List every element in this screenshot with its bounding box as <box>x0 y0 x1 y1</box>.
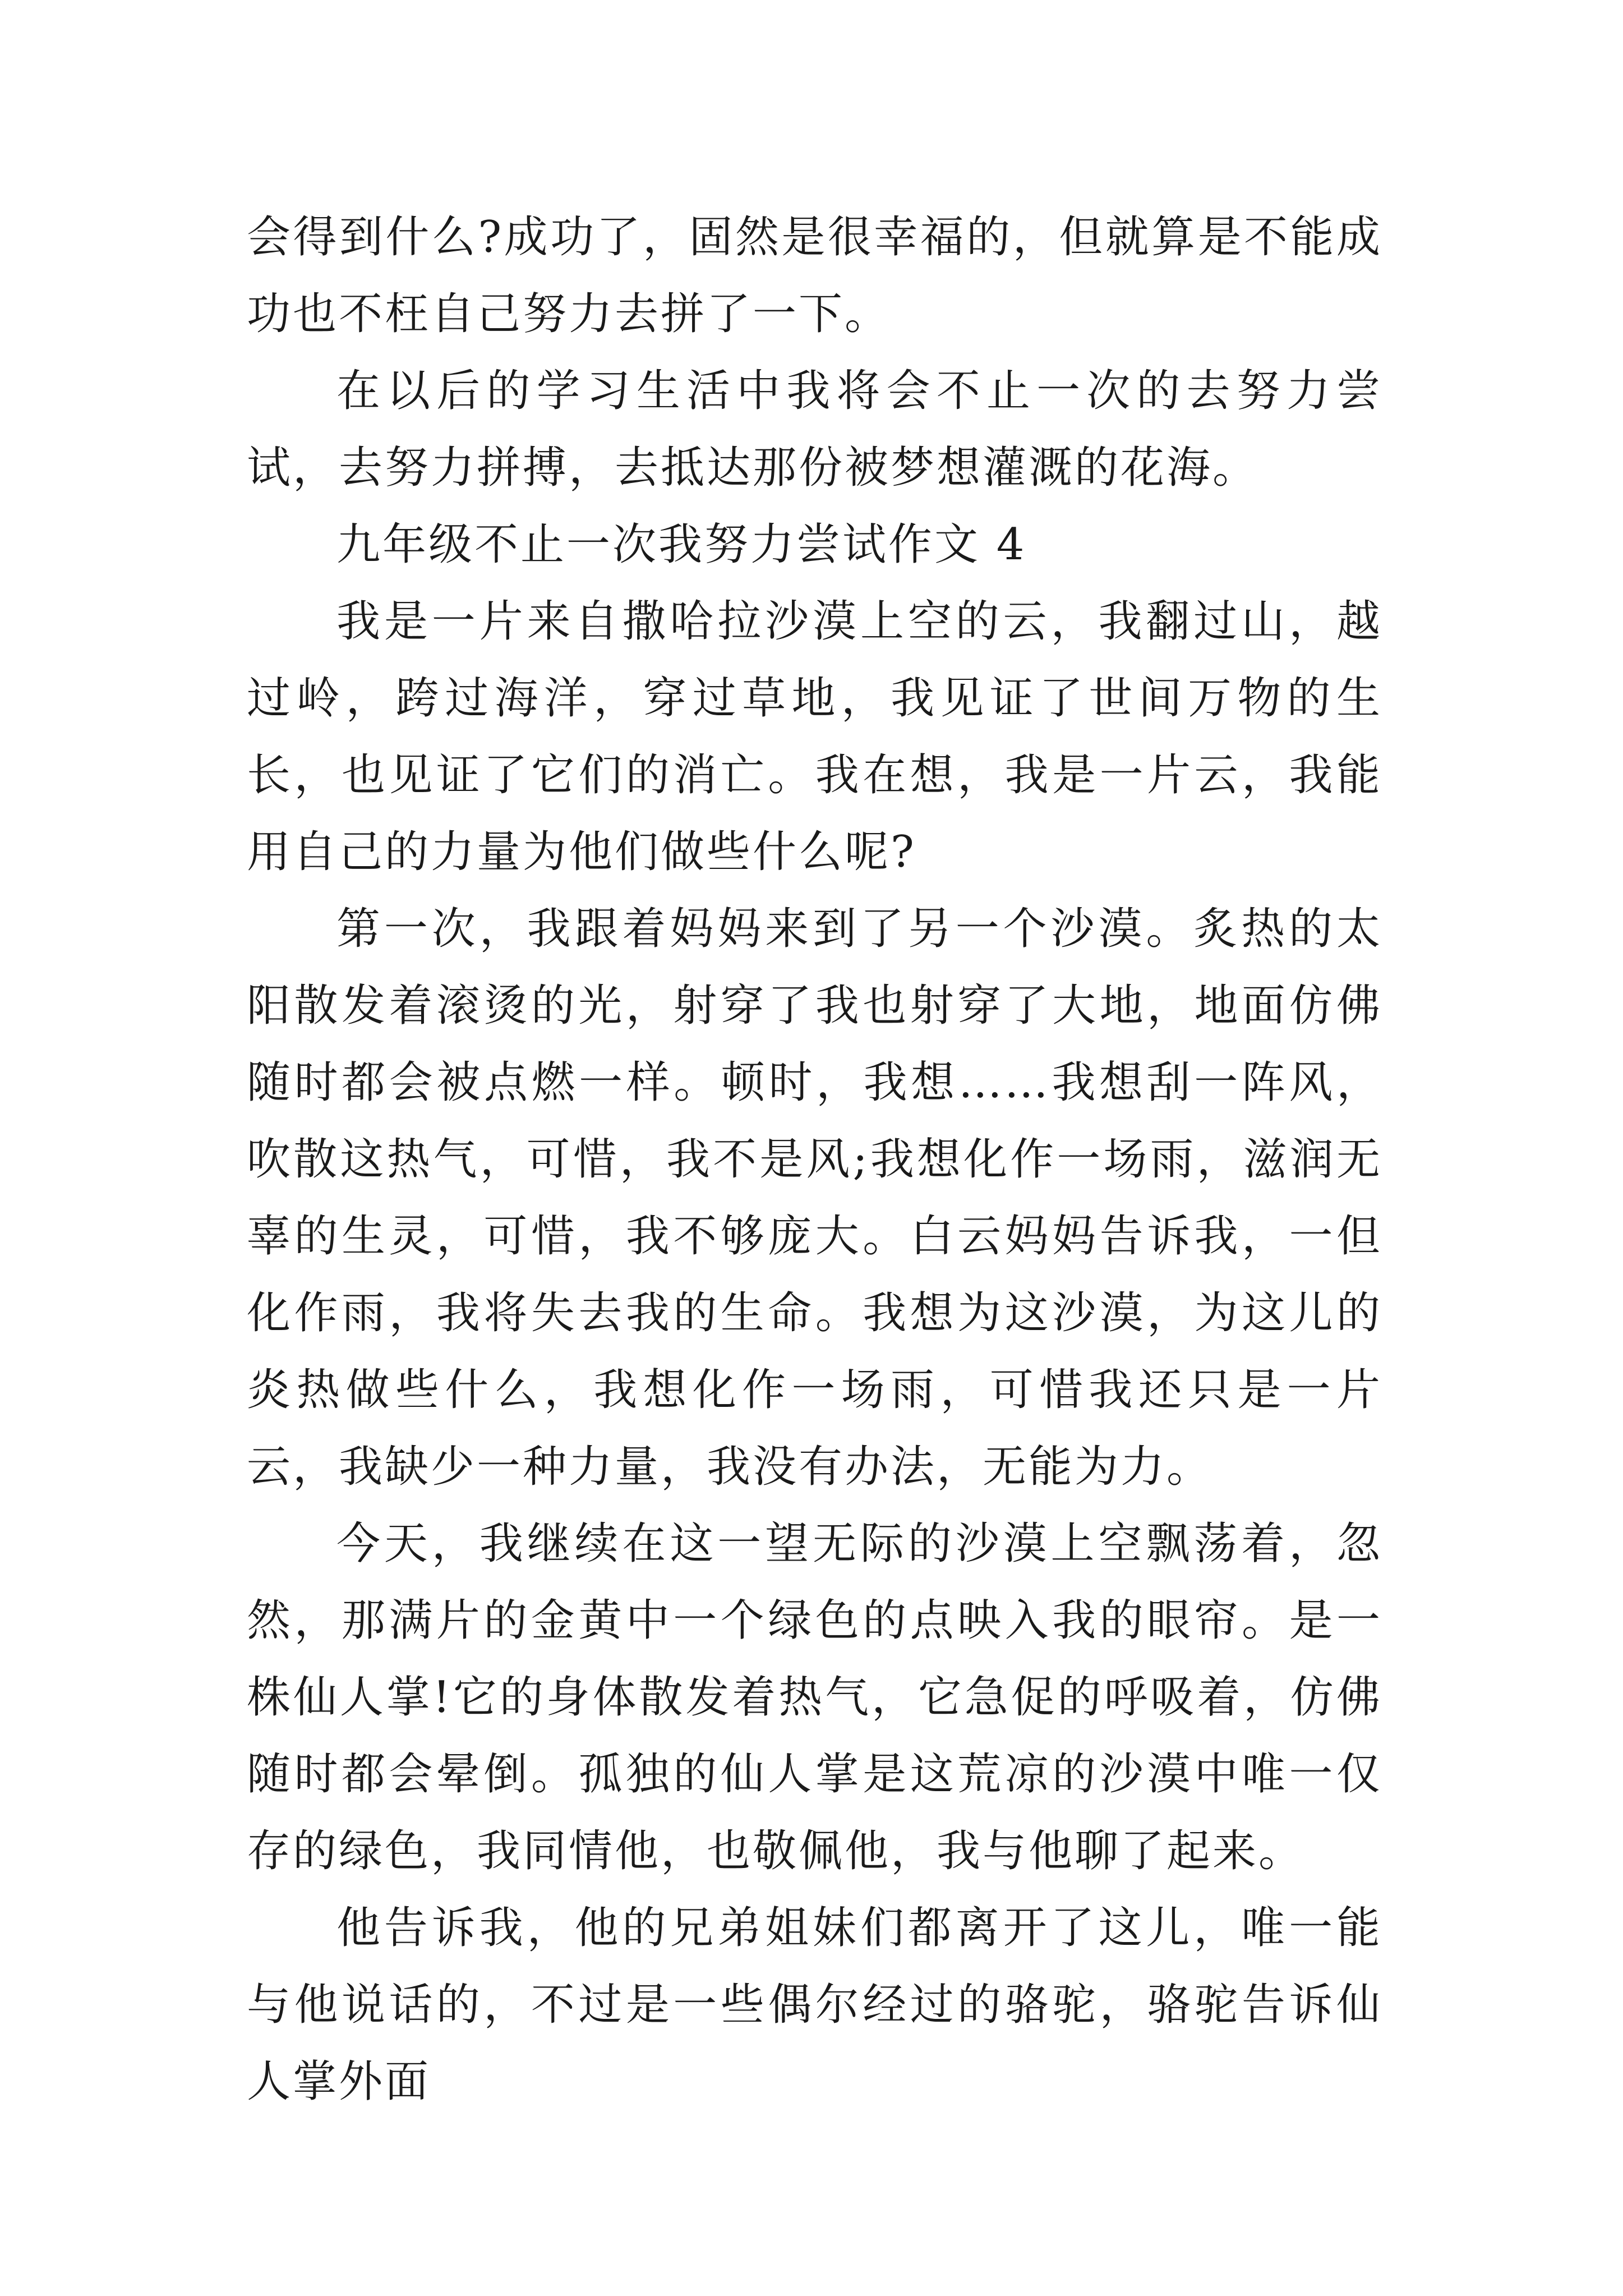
document-body <box>247 199 1382 2120</box>
paragraph-cloud-intro: 我是一片来自撒哈拉沙漠上空的云，我翻过山，越过岭，跨过海洋，穿过草地，我见证了世间万物的生长，也见证了它们的消亡。我在想，我是一片云，我能用自己的力量为他们做些什么呢? <box>247 596 1382 877</box>
paragraph-resolution: 在以后的学习生活中我将会不止一次的去努力尝试，去努力拼搏，去抵达那份被梦想灌溉的花海。 <box>247 366 1382 493</box>
paragraph-continuation: 会得到什么?成功了，固然是很幸福的，但就算是不能成功也不枉自己努力去拼了一下。 <box>247 212 1382 339</box>
paragraph-first-time: 第一次，我跟着妈妈来到了另一个沙漠。炙热的太阳散发着滚烫的光，射穿了我也射穿了大地，地面仿佛随时都会被点燃一样。顿时，我想……我想刮一阵风，吹散这热气，可惜，我不是风;我想化作一场雨，滋润无辜的生灵，可惜，我不够庞大。白云妈妈告诉我，一但化作雨，我将失去我的生命。我想为这沙漠，为这儿的炎热做些什么，我想化作一场雨，可惜我还只是一片云，我缺少一种力量，我没有办法，无能为力。 <box>247 904 1382 1492</box>
paragraph-cactus-story: 他告诉我，他的兄弟姐妹们都离开了这儿，唯一能与他说话的，不过是一些偶尔经过的骆驼，骆驼告诉仙人掌外面 <box>247 1903 1382 2107</box>
paragraph-cactus: 今天，我继续在这一望无际的沙漠上空飘荡着，忽然，那满片的金黄中一个绿色的点映入我的眼帘。是一株仙人掌!它的身体散发着热气，它急促的呼吸着，仿佛随时都会晕倒。孤独的仙人掌是这荒凉的沙漠中唯一仅存的绿色，我同情他，也敬佩他，我与他聊了起来。 <box>247 1519 1382 1876</box>
essay-title: 九年级不止一次我努力尝试作文 4 <box>336 519 1027 570</box>
